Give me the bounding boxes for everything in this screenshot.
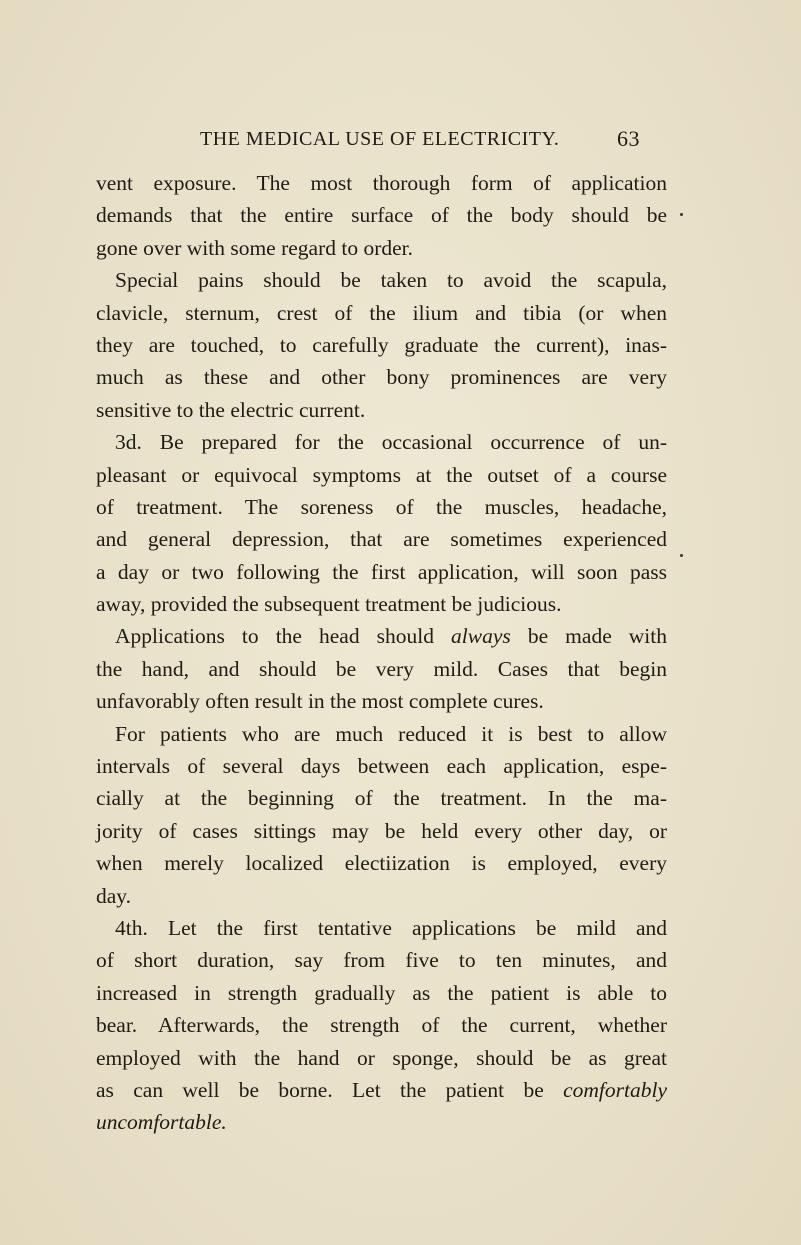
text-line: cially at the beginning of the treatment. In the ma- — [96, 786, 667, 811]
text-line — [96, 620, 667, 652]
text-run: be made with — [510, 624, 668, 649]
text-line: when merely localized electiization is employed, every — [96, 851, 667, 876]
text-line: Special pains should be taken to avoid the scapula, — [115, 268, 667, 293]
text-line: away, provided the subsequent treatment be judicious. — [96, 592, 562, 617]
text-line: clavicle, sternum, crest of the ilium and tibia (or when — [96, 300, 667, 325]
text-line: 4th. Let the first tentative applications be mild and — [115, 915, 667, 940]
text-line: sensitive to the electric current. — [96, 397, 366, 422]
margin-speck — [680, 213, 683, 216]
text-line: they are touched, to carefully graduate the current), inas- — [96, 332, 667, 357]
text-line: 3d. Be prepared for the occasional occurrence of un- — [115, 430, 667, 455]
text-line: employed with the hand or sponge, should be as great — [96, 1045, 667, 1070]
text-run: as can well be borne. Let the patient be — [96, 1077, 564, 1102]
text-line: pleasant or equivocal symptoms at the outset of a course — [96, 462, 667, 487]
running-head-title: THE MEDICAL USE OF ELECTRICITY. — [200, 128, 560, 150]
text-line: gone over with some regard to order. — [96, 235, 414, 260]
text-line — [96, 1074, 667, 1106]
running-head — [200, 124, 640, 154]
text-line: intervals of several days between each application, espe- — [96, 754, 667, 779]
italic-emphasis: uncomfortable. — [96, 1110, 227, 1135]
text-line: day. — [96, 883, 132, 908]
text-line — [96, 1106, 667, 1138]
italic-emphasis: always — [451, 624, 511, 649]
body-text — [96, 167, 667, 1139]
margin-speck — [680, 554, 683, 557]
text-line: of short duration, say from five to ten minutes, and — [96, 948, 667, 973]
text-line: and general depression, that are sometimes experienced — [96, 527, 667, 552]
text-line: increased in strength gradually as the patient is able to — [96, 980, 667, 1005]
italic-emphasis: comfortably — [563, 1077, 667, 1102]
text-line: bear. Afterwards, the strength of the current, whether — [96, 1013, 667, 1038]
text-line: vent exposure. The most thorough form of application — [96, 171, 667, 195]
text-line: demands that the entire surface of the body should be — [96, 203, 667, 228]
text-line: jority of cases sittings may be held every other day, or — [96, 818, 667, 843]
text-line: For patients who are much reduced it is best to allow — [115, 721, 667, 746]
text-line: much as these and other bony prominences are very — [96, 365, 667, 390]
text-line: of treatment. The soreness of the muscles, headache, — [96, 494, 667, 519]
text-line: the hand, and should be very mild. Cases that begin — [96, 656, 667, 681]
page-number: 63 — [617, 126, 640, 151]
text-run: Applications to the head should — [115, 624, 452, 649]
text-line: unfavorably often result in the most complete cures. — [96, 689, 544, 714]
text-line: a day or two following the first application, will soon pass — [96, 559, 667, 584]
